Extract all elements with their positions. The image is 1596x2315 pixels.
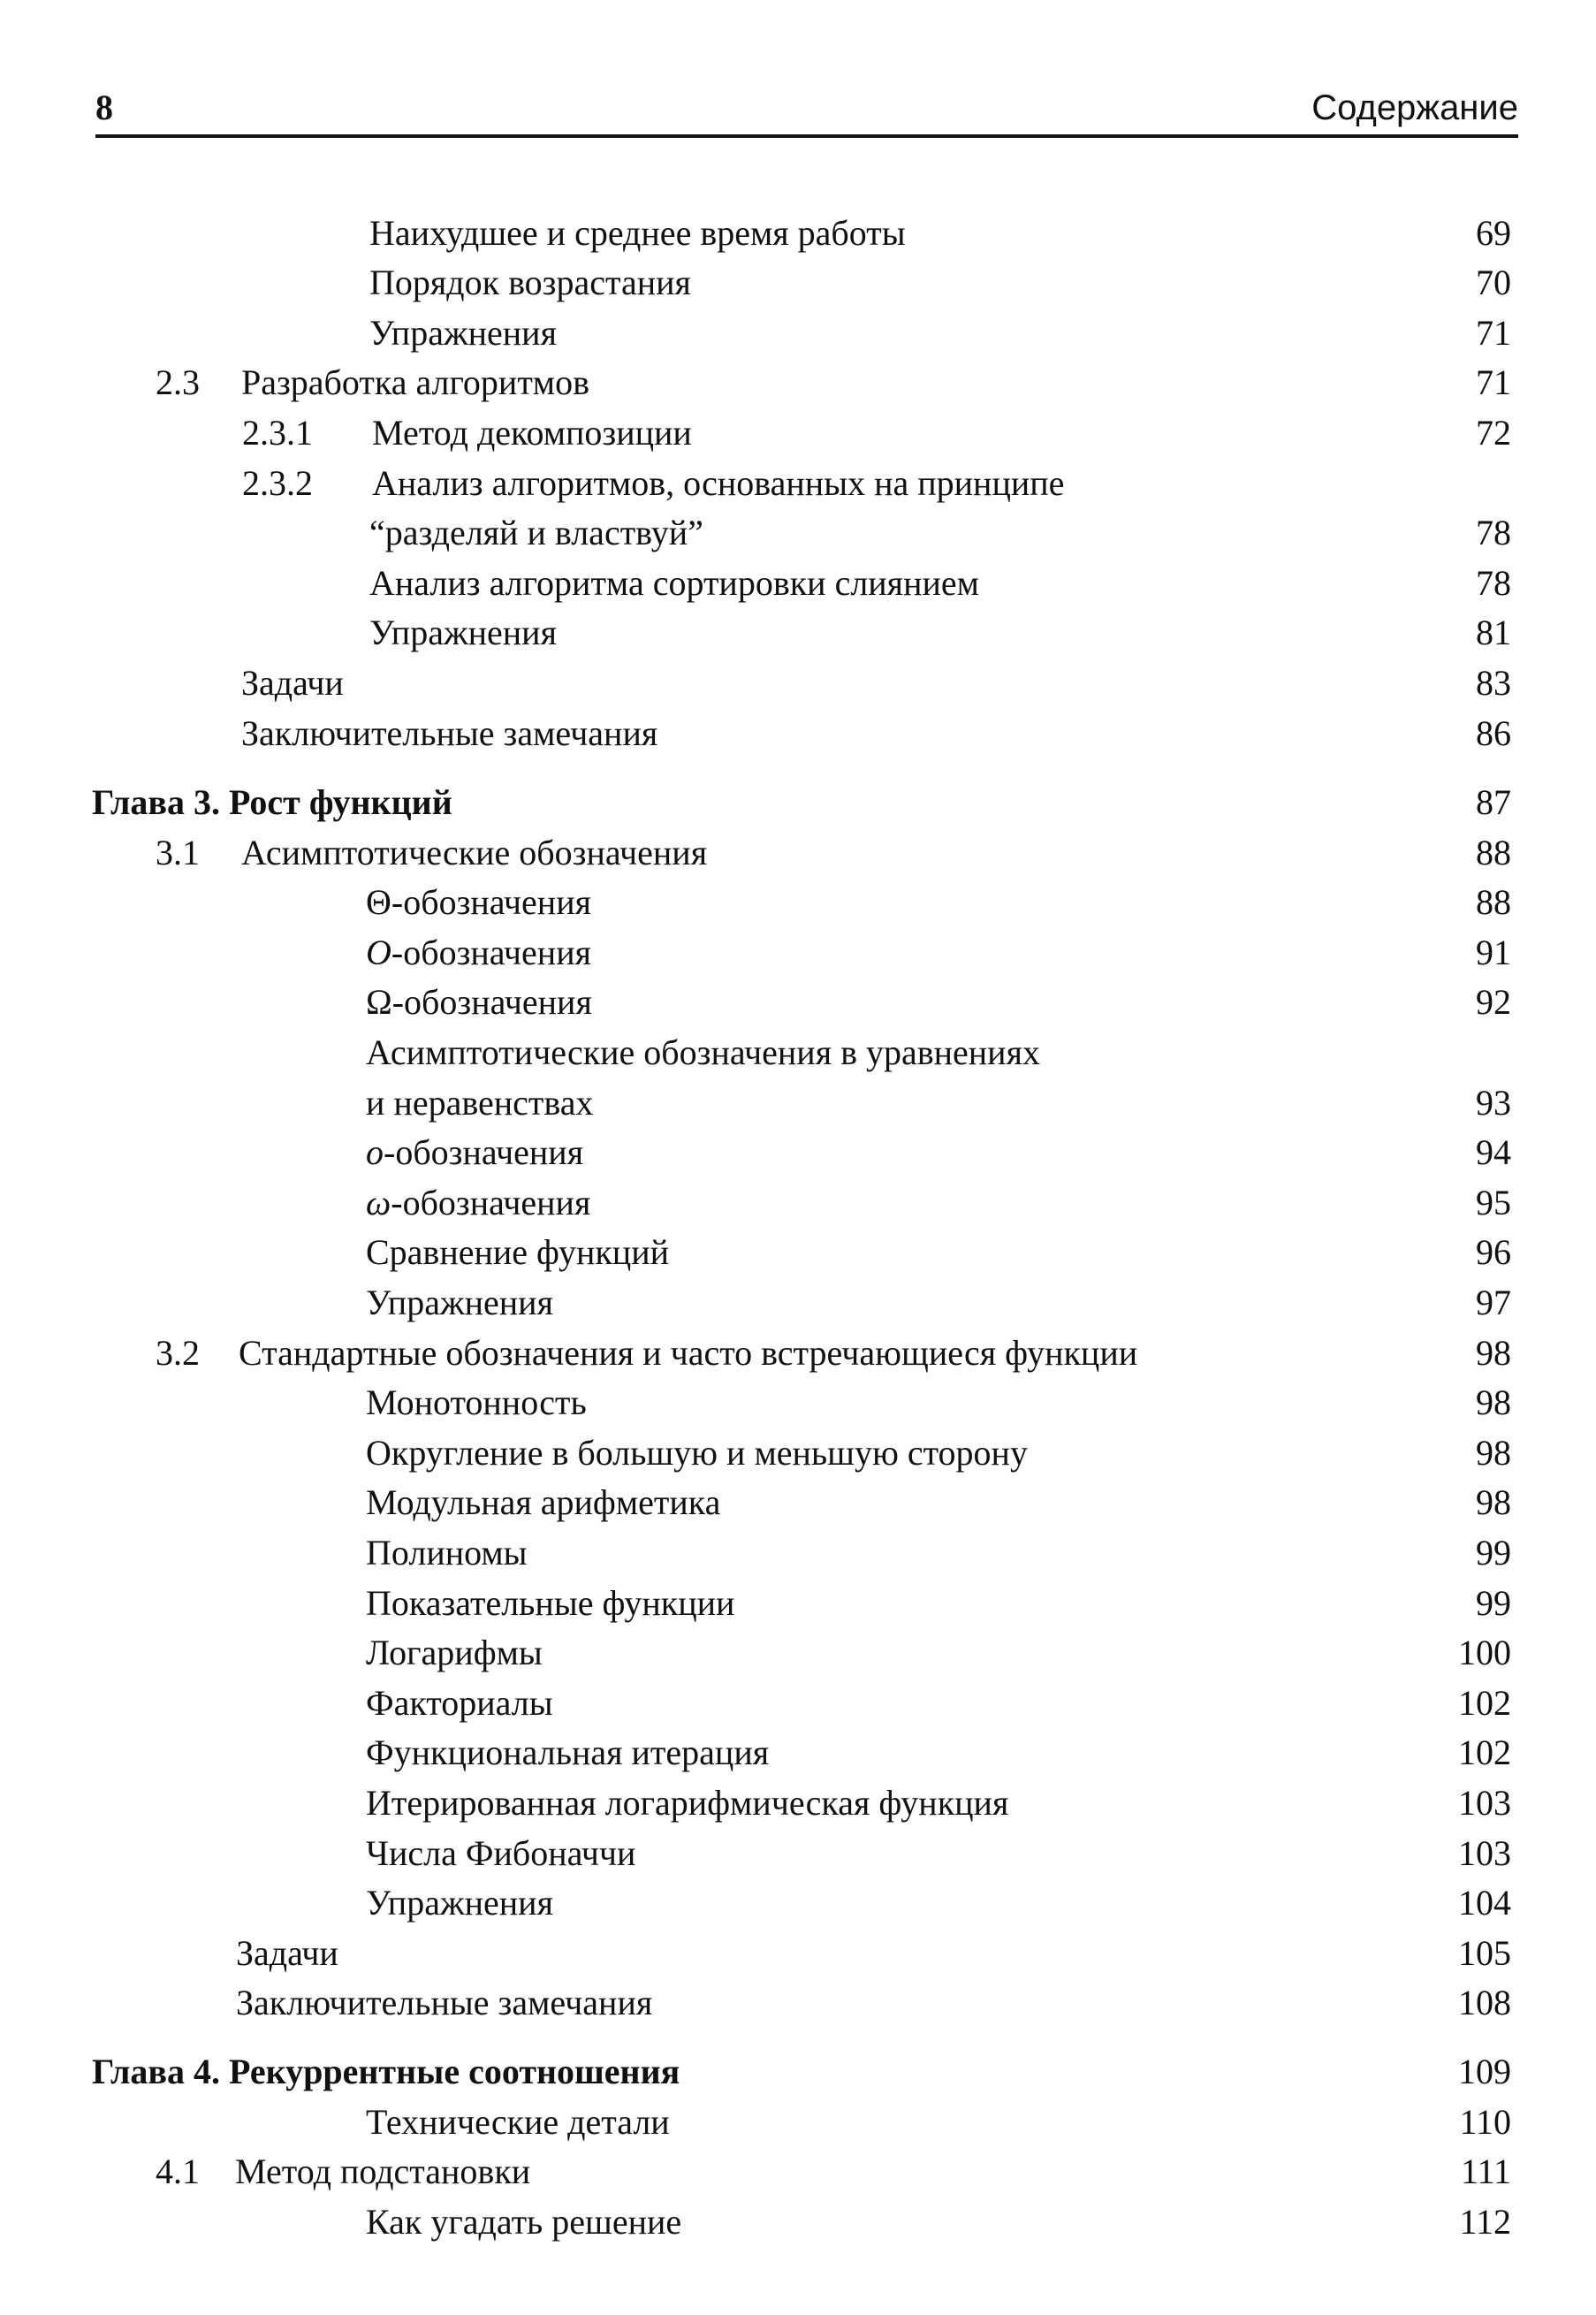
math-symbol: O [366,933,391,972]
toc-entry [0,2098,1596,2147]
toc-entry-title: Числа Фибоначчи [366,1833,636,1873]
toc-entry-title-text: -обозначения [391,1183,591,1222]
toc-entry-title: Технические детали [366,2102,670,2142]
toc-entry-page: 98 [1476,1433,1511,1473]
toc-entry-page: 70 [1476,263,1511,302]
toc-entry-page: 108 [1458,1983,1511,2022]
toc-entry-title: Упражнения [369,613,557,652]
toc-entry-page: 112 [1459,2202,1511,2242]
toc-entry-page: 78 [1476,563,1511,603]
toc-entry [0,1478,1596,1527]
toc-entry-page: 83 [1476,663,1511,703]
toc-entry-title: Стандартные обозначения и часто встречающиеся функции [239,1333,1138,1373]
toc-entry [0,508,1596,558]
toc-entry-title [366,928,591,978]
toc-entry-title: Глава 3. Рост функций [92,782,452,822]
toc-entry-title [366,978,592,1027]
toc-entry [0,1929,1596,1978]
toc-entry [0,1679,1596,1728]
toc-entry-title: Упражнения [366,1283,553,1322]
toc-entry-title: Функциональная итерация [366,1732,770,1772]
toc-entry-number: 2.3 [156,362,200,402]
toc-entry-title: “разделяй и властвуй” [369,513,703,552]
toc-entry-title: Наихудшее и среднее время работы [369,213,906,253]
toc-entry-page: 98 [1476,1382,1511,1422]
toc-entry-title: Заключительные замечания [241,713,658,753]
toc-entry-title [366,1128,583,1177]
toc-entry-page: 98 [1476,1482,1511,1522]
toc-entry-page: 98 [1476,1333,1511,1373]
toc-entry [0,1178,1596,1228]
toc-entry-page: 105 [1458,1933,1511,1973]
toc-entry-page: 72 [1476,413,1511,453]
toc-entry-title: Монотонность [366,1382,587,1422]
toc-entry-page: 103 [1458,1783,1511,1823]
toc-entry-page: 93 [1476,1083,1511,1123]
running-title: Содержание [1311,88,1518,127]
toc-entry-title: Задачи [241,663,344,703]
toc-entry-page: 88 [1476,882,1511,922]
toc-entry-title: Показательные функции [366,1583,735,1623]
math-symbol: o [366,1132,384,1172]
toc-entry-title: Логарифмы [366,1633,543,1672]
toc-entry [0,1078,1596,1128]
toc-entry-title-text: -обозначения [391,982,592,1022]
toc-entry-title-text: -обозначения [384,1132,584,1172]
toc-entry [0,1778,1596,1828]
toc-entry [0,1028,1596,1078]
toc-entry-page: 71 [1476,313,1511,353]
toc-entry [0,1329,1596,1378]
toc-entry [0,828,1596,878]
toc-entry-title: и неравенствах [366,1083,594,1123]
toc-entry-page: 78 [1476,513,1511,552]
toc-entry-page: 87 [1476,782,1511,822]
toc-entry-page: 109 [1458,2052,1511,2091]
toc-entry [0,408,1596,458]
math-symbol: ω [366,1183,391,1222]
toc-entry-page: 95 [1476,1183,1511,1222]
math-symbol: Ω [366,982,392,1022]
toc-entry [0,978,1596,1027]
toc-entry-page: 94 [1476,1132,1511,1172]
toc-entry [0,209,1596,258]
toc-entry-page: 97 [1476,1283,1511,1322]
toc-entry-number: 4.1 [156,2151,200,2191]
toc-entry [0,1378,1596,1428]
toc-entry [0,1278,1596,1328]
toc-entry-title-text: -обозначения [391,882,592,922]
toc-entry [0,358,1596,407]
toc-entry [0,1428,1596,1478]
toc-entry-page: 111 [1460,2151,1511,2191]
toc-entry-number: 2.3.2 [242,463,313,503]
toc-entry-page: 100 [1458,1633,1511,1672]
toc-entry [0,1228,1596,1277]
toc-entry [0,928,1596,978]
toc-entry-title: Разработка алгоритмов [241,362,590,402]
toc-entry-title: Асимптотические обозначения в уравнениях [366,1032,1040,1072]
toc-entry-page: 99 [1476,1533,1511,1573]
toc-entry-title: Задачи [236,1933,338,1973]
toc-entry-page: 102 [1458,1732,1511,1772]
toc-entry-title: Упражнения [369,313,557,353]
toc-entry-number: 3.2 [156,1333,200,1373]
toc-entry-page: 102 [1458,1683,1511,1723]
toc-entry [0,559,1596,608]
toc-entry-page: 71 [1476,362,1511,402]
toc-entry-number: 3.1 [156,833,200,872]
toc-chapter-entry [0,778,1596,827]
toc-entry [0,659,1596,708]
page-number: 8 [95,88,113,127]
toc-entry-title: Метод декомпозиции [372,413,692,453]
toc-entry-page: 92 [1476,982,1511,1022]
toc-entry-title [366,1178,590,1228]
toc-entry-title: Округление в большую и меньшую сторону [366,1433,1028,1473]
toc-entry [0,1978,1596,2028]
toc-entry-page: 86 [1476,713,1511,753]
toc-entry-number: 2.3.1 [242,413,313,453]
toc-entry [0,878,1596,927]
toc-entry-title [366,878,591,927]
toc-entry-title: Сравнение функций [366,1232,670,1272]
toc-entry-page: 81 [1476,613,1511,652]
toc-entry [0,459,1596,508]
toc-entry-title: Полиномы [366,1533,528,1573]
toc-entry-title: Упражнения [366,1883,553,1923]
toc-entry [0,1628,1596,1678]
toc-entry [0,709,1596,758]
toc-entry [0,1878,1596,1928]
toc-chapter-entry [0,2047,1596,2097]
toc-entry [0,1528,1596,1578]
toc-entry-page: 110 [1459,2102,1511,2142]
toc-entry-title: Асимптотические обозначения [241,833,708,872]
toc-entry-title: Глава 4. Рекуррентные соотношения [92,2052,680,2091]
toc-entry-page: 91 [1476,933,1511,972]
toc-entry-page: 99 [1476,1583,1511,1623]
toc-entry-title: Итерированная логарифмическая функция [366,1783,1009,1823]
toc-entry [0,608,1596,658]
toc-entry-page: 88 [1476,833,1511,872]
toc-entry-title: Порядок возрастания [369,263,691,302]
toc-entry [0,1128,1596,1177]
toc-entry-page: 96 [1476,1232,1511,1272]
toc-entry-title: Метод подстановки [235,2151,531,2191]
toc-entry-title: Как угадать решение [366,2202,682,2242]
math-symbol: Θ [366,882,391,922]
toc-entry [0,258,1596,308]
toc-entry-title-text: -обозначения [391,933,592,972]
toc-entry [0,1579,1596,1628]
toc-entry-page: 69 [1476,213,1511,253]
toc-entry [0,1829,1596,1878]
toc-entry-title: Анализ алгоритмов, основанных на принципе [372,463,1065,503]
toc-entry-page: 103 [1458,1833,1511,1873]
toc-entry-title: Анализ алгоритма сортировки слиянием [369,563,979,603]
toc-entry-title: Заключительные замечания [236,1983,653,2022]
toc-entry-page: 104 [1458,1883,1511,1923]
toc-entry [0,2197,1596,2247]
toc-entry-title: Модульная арифметика [366,1482,721,1522]
toc-entry [0,308,1596,358]
toc-entry [0,2147,1596,2197]
toc-entry [0,1728,1596,1778]
toc-entry-title: Факториалы [366,1683,553,1723]
